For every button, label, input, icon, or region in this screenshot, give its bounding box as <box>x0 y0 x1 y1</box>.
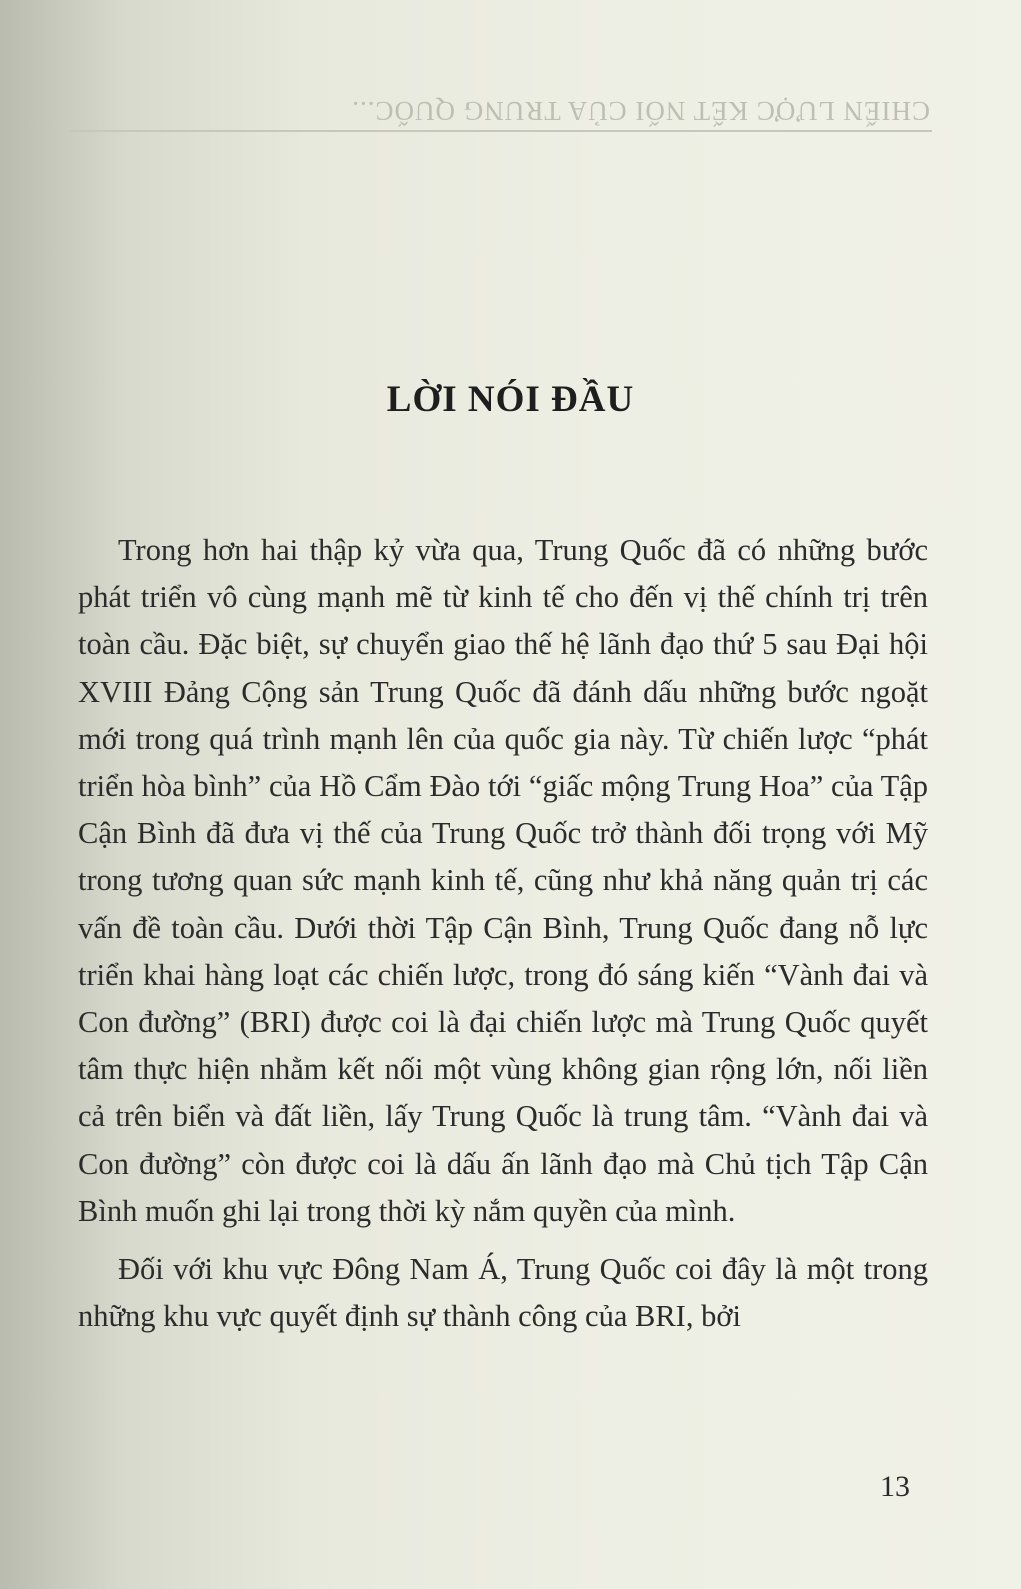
bleed-through-running-header: CHIẾN LƯỢC KẾT NỐI CỦA TRUNG QUỐC... <box>351 96 930 126</box>
paragraph: Trong hơn hai thập kỷ vừa qua, Trung Quốc đã có những bước phát triển vô cùng mạnh mẽ từ kinh tế cho đến vị thế chính trị trên toàn cầu. Đặc biệt, sự chuyển giao thế hệ lãnh đạo thứ 5 sau Đại hội XVIII Đảng Cộng sản Trung Quốc đã đánh dấu những bước ngoặt mới trong quá trình mạnh lên của quốc gia này. Từ chiến lược “phát triển hòa bình” của Hồ Cẩm Đào tới “giấc mộng Trung Hoa” của Tập Cận Bình đã đưa vị thế của Trung Quốc trở thành đối trọng với Mỹ trong tương quan sức mạnh kinh tế, cũng như khả năng quản trị các vấn đề toàn cầu. Dưới thời Tập Cận Bình, Trung Quốc đang nỗ lực triển khai hàng loạt các chiến lược, trong đó sáng kiến “Vành đai và Con đường” (BRI) được coi là đại chiến lược mà Trung Quốc quyết tâm thực hiện nhằm kết nối một vùng không gian rộng lớn, nối liền cả trên biển và đất liền, lấy Trung Quốc là trung tâm. “Vành đai và Con đường” còn được coi là dấu ấn lãnh đạo mà Chủ tịch Tập Cận Bình muốn ghi lại trong thời kỳ nắm quyền của mình. <box>78 533 928 1228</box>
chapter-title: LỜI NÓI ĐẦU <box>386 379 635 420</box>
paragraph: Đối với khu vực Đông Nam Á, Trung Quốc coi đây là một trong những khu vực quyết định sự thành công của BRI, bởi <box>78 1252 928 1334</box>
page-number: 13 <box>880 1470 910 1503</box>
header-rule <box>70 130 932 132</box>
body-text <box>78 527 928 1340</box>
